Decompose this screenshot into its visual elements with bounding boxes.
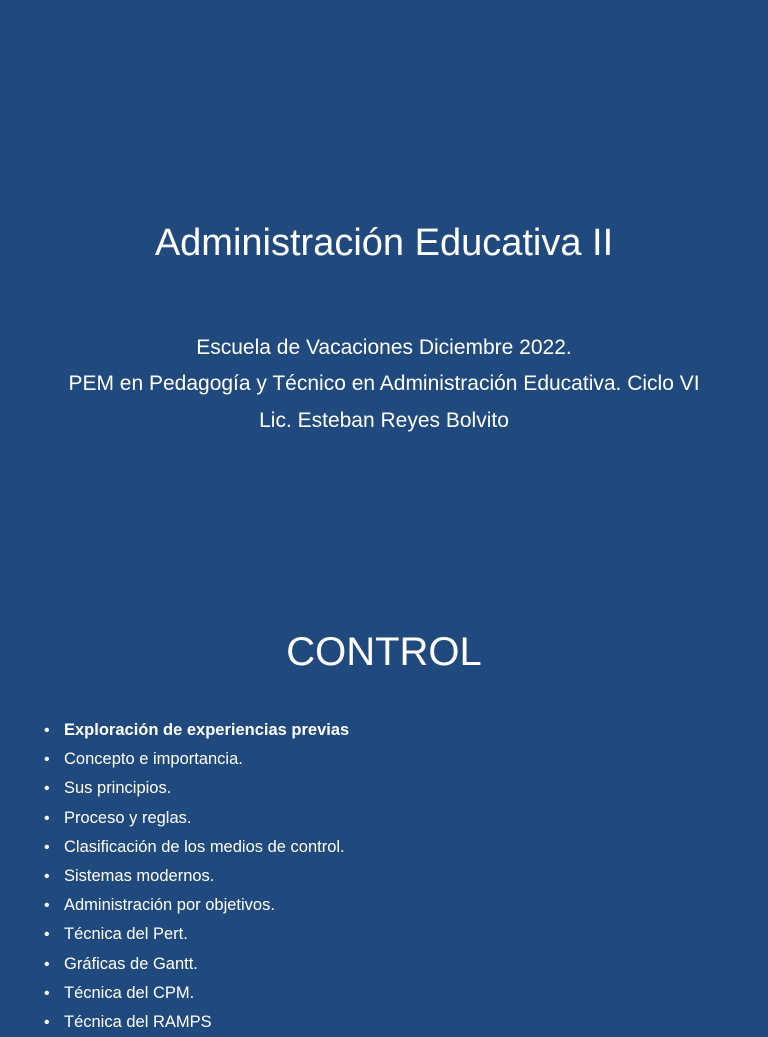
bullet-icon: • (44, 838, 50, 856)
presentation-title: Administración Educativa II (154, 222, 614, 264)
subtitle-line-program: PEM en Pedagogía y Técnico en Administración Educativa. Ciclo VI (68, 372, 700, 396)
list-item: • Sus principios. (44, 774, 744, 803)
subtitle-line-school: Escuela de Vacaciones Diciembre 2022. (196, 336, 572, 359)
list-item: • Administración por objetivos. (44, 891, 744, 920)
bullet-icon: • (44, 751, 50, 769)
bullet-icon: • (44, 984, 50, 1002)
bullet-icon: • (44, 867, 50, 885)
list-item: • Concepto e importancia. (44, 745, 744, 774)
bullet-icon: • (44, 722, 50, 739)
list-item: • Proceso y reglas. (44, 804, 744, 833)
list-item: • Técnica del Pert. (44, 920, 744, 949)
list-item: • Técnica del CPM. (44, 979, 744, 1008)
bullet-icon: • (44, 809, 50, 827)
bullet-icon: • (44, 1013, 50, 1031)
slide-control (0, 576, 768, 1031)
bullet-icon: • (44, 897, 50, 915)
subtitle-line-instructor: Lic. Esteban Reyes Bolvito (259, 408, 509, 432)
list-item: • Sistemas modernos. (44, 862, 744, 891)
list-item: • Técnica del RAMPS (44, 1008, 744, 1037)
slide-heading: CONTROL (286, 630, 482, 674)
topic-list (44, 716, 744, 1037)
bullet-icon: • (44, 780, 50, 798)
list-item: • Gráficas de Gantt. (44, 950, 744, 979)
subtitle-block (60, 334, 708, 443)
bullet-icon: • (44, 926, 50, 944)
list-item: • Exploración de experiencias previas (44, 716, 744, 745)
bullet-icon: • (44, 955, 50, 973)
list-item: • Clasificación de los medios de control. (44, 833, 744, 862)
